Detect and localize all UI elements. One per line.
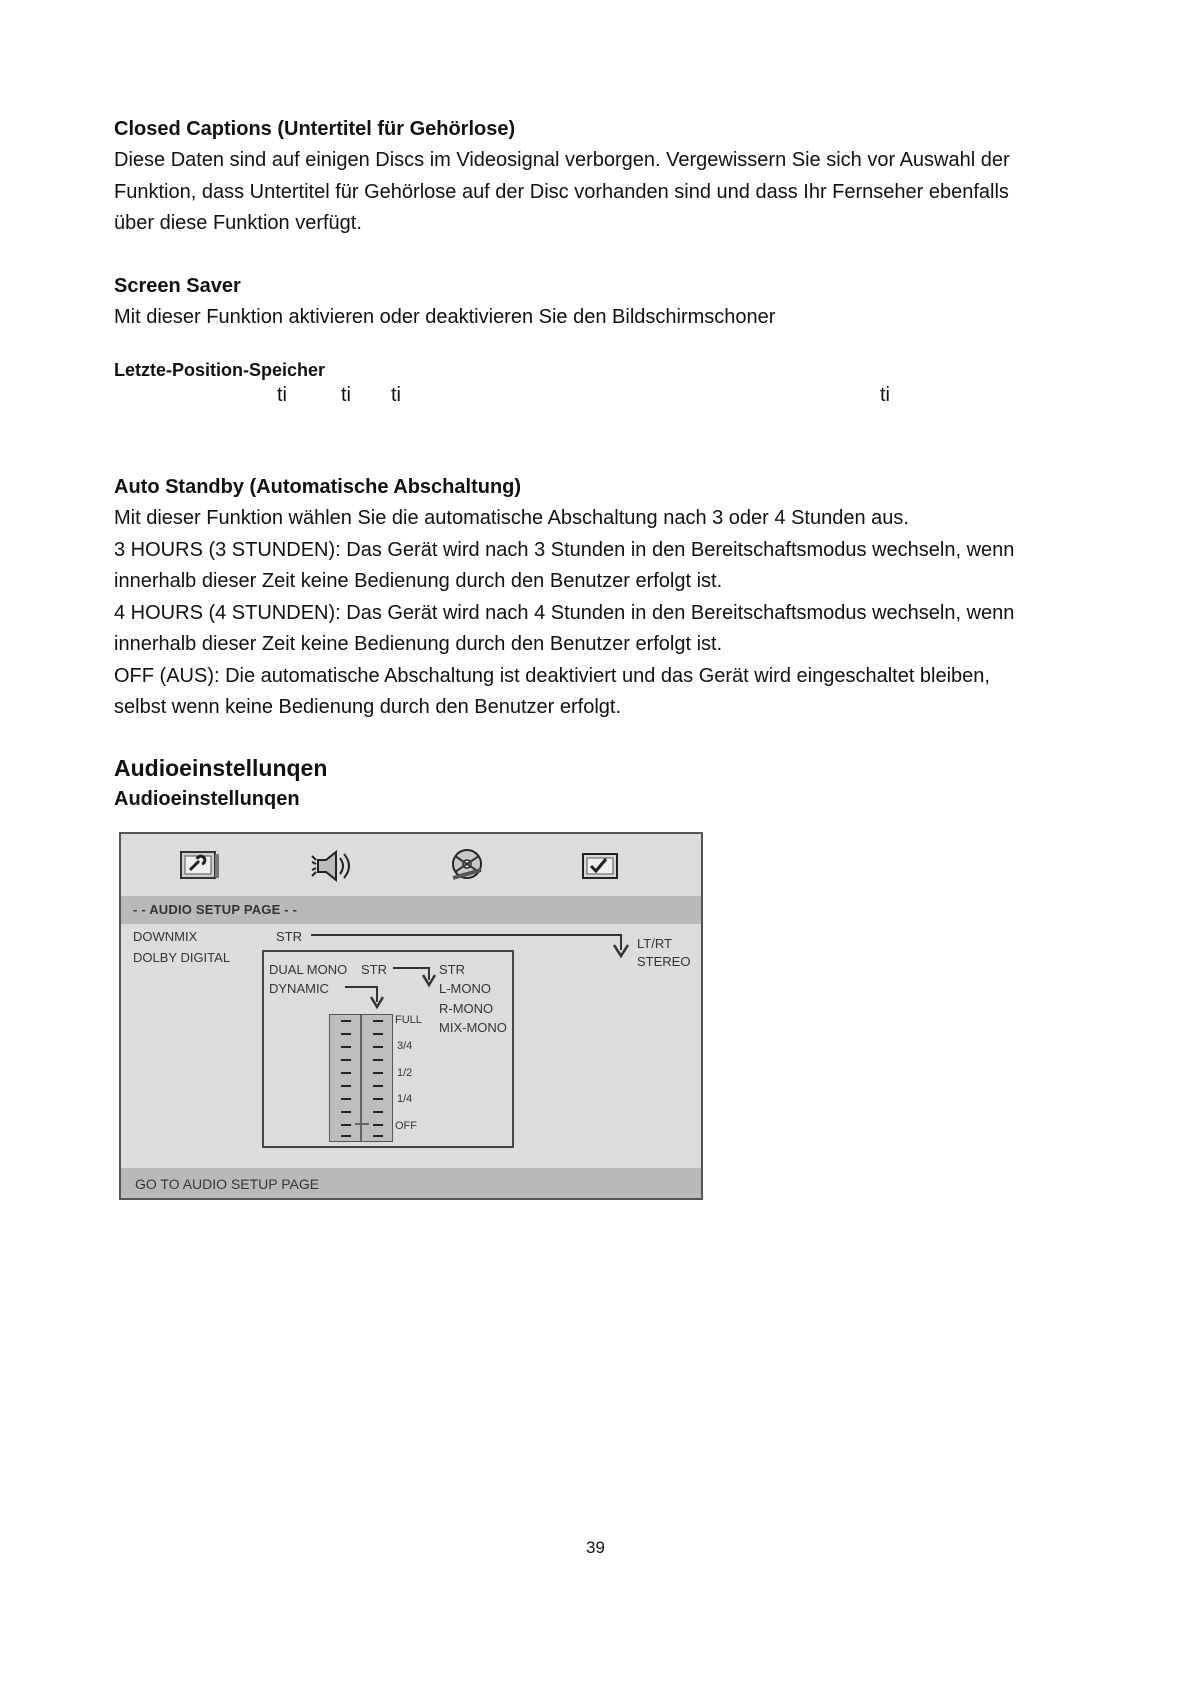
screen-saver-title: Screen Saver (114, 275, 241, 297)
ligature-glyph: ti (880, 384, 890, 406)
screen-saver-text: Mit dieser Funktion aktivieren oder deaktivieren Sie den Bildschirmschoner (114, 306, 776, 328)
page-number: 39 (586, 1538, 605, 1557)
osd-downmix-value: STR (276, 929, 302, 944)
osd-dolby-digital-label: DOLBY DIGITAL (133, 950, 231, 965)
auto-standby-line: 4 HOURS (4 STUNDEN): Das Gerät wird nach 4 Stunden in den Bereitschaftsmodus wechseln, wenn (114, 601, 1015, 624)
osd-level-full: FULL (395, 1014, 422, 1026)
osd-dual-mono-value: STR (361, 962, 387, 977)
auto-standby-line: 3 HOURS (3 STUNDEN): Das Gerät wird nach 3 Stunden in den Bereitschaftsmodus wechseln, wenn (114, 538, 1015, 561)
broken-ligature-line (114, 384, 1078, 414)
closed-captions-line: Funktion, dass Untertitel für Gehörlose auf der Disc vorhanden sind und dass Ihr Fernseher ebenfalls (114, 180, 1009, 203)
osd-option-lt-rt: LT/RT (637, 936, 672, 951)
osd-footer-text: GO TO AUDIO SETUP PAGE (135, 1176, 320, 1192)
ligature-glyph: ti (277, 384, 287, 406)
osd-option-mix-mono: MIX-MONO (439, 1020, 507, 1035)
auto-standby-title: Auto Standby (Automatische Abschaltung) (114, 476, 522, 498)
osd-option-str: STR (439, 962, 465, 977)
ligature-glyph: ti (341, 384, 351, 406)
osd-level-3-4: 3/4 (397, 1040, 413, 1052)
osd-level-off: OFF (395, 1120, 417, 1132)
auto-standby-line: innerhalb dieser Zeit keine Bedienung durch den Benutzer erfolgt ist. (114, 633, 723, 655)
auto-standby-line: Mit dieser Funktion wählen Sie die automatische Abschaltung nach 3 oder 4 Stunden aus. (114, 507, 909, 529)
audio-section (114, 752, 1078, 815)
osd-dynamic-label: DYNAMIC (269, 981, 329, 996)
closed-captions-line: über diese Funktion verfügt. (114, 212, 362, 234)
osd-option-l-mono: L-MONO (439, 981, 491, 996)
ligature-glyph: ti (391, 384, 401, 406)
osd-option-r-mono: R-MONO (439, 1001, 494, 1016)
auto-standby-text (114, 503, 1078, 724)
auto-standby-line: OFF (AUS): Die automatische Abschaltung ist deaktiviert und das Gerät wird eingeschaltet bleiben, (114, 664, 990, 687)
osd-dual-mono-label: DUAL MONO (269, 962, 348, 977)
audio-section-subtitle: Audioeinstellunqen (114, 788, 300, 810)
osd-connector-lines (121, 834, 701, 1198)
closed-captions-section (114, 114, 1078, 240)
screen-saver-section (114, 271, 1078, 334)
audio-section-title: Audioeinstellunqen (114, 755, 328, 781)
osd-option-stereo: STEREO (637, 954, 691, 969)
closed-captions-text (114, 145, 1078, 240)
osd-footer-band (121, 1168, 701, 1198)
osd-downmix-label: DOWNMIX (133, 929, 198, 944)
last-position-title: Letzte-Position-Speicher (114, 360, 326, 380)
osd-level-1-4: 1/4 (397, 1093, 413, 1105)
closed-captions-title: Closed Captions (Untertitel für Gehörlose) (114, 118, 516, 140)
auto-standby-section (114, 472, 1078, 724)
auto-standby-line: selbst wenn keine Bedienung durch den Benutzer erfolgt. (114, 696, 622, 718)
auto-standby-line: innerhalb dieser Zeit keine Bedienung durch den Benutzer erfolgt ist. (114, 570, 723, 592)
closed-captions-line: Diese Daten sind auf einigen Discs im Videosignal verborgen. Vergewissern Sie sich vor Auswahl der (114, 149, 1010, 171)
osd-level-1-2: 1/2 (397, 1067, 413, 1079)
last-position-section (114, 356, 1078, 414)
osd-header-text: - - AUDIO SETUP PAGE - - (133, 902, 298, 917)
audio-setup-osd-screenshot (119, 832, 703, 1200)
